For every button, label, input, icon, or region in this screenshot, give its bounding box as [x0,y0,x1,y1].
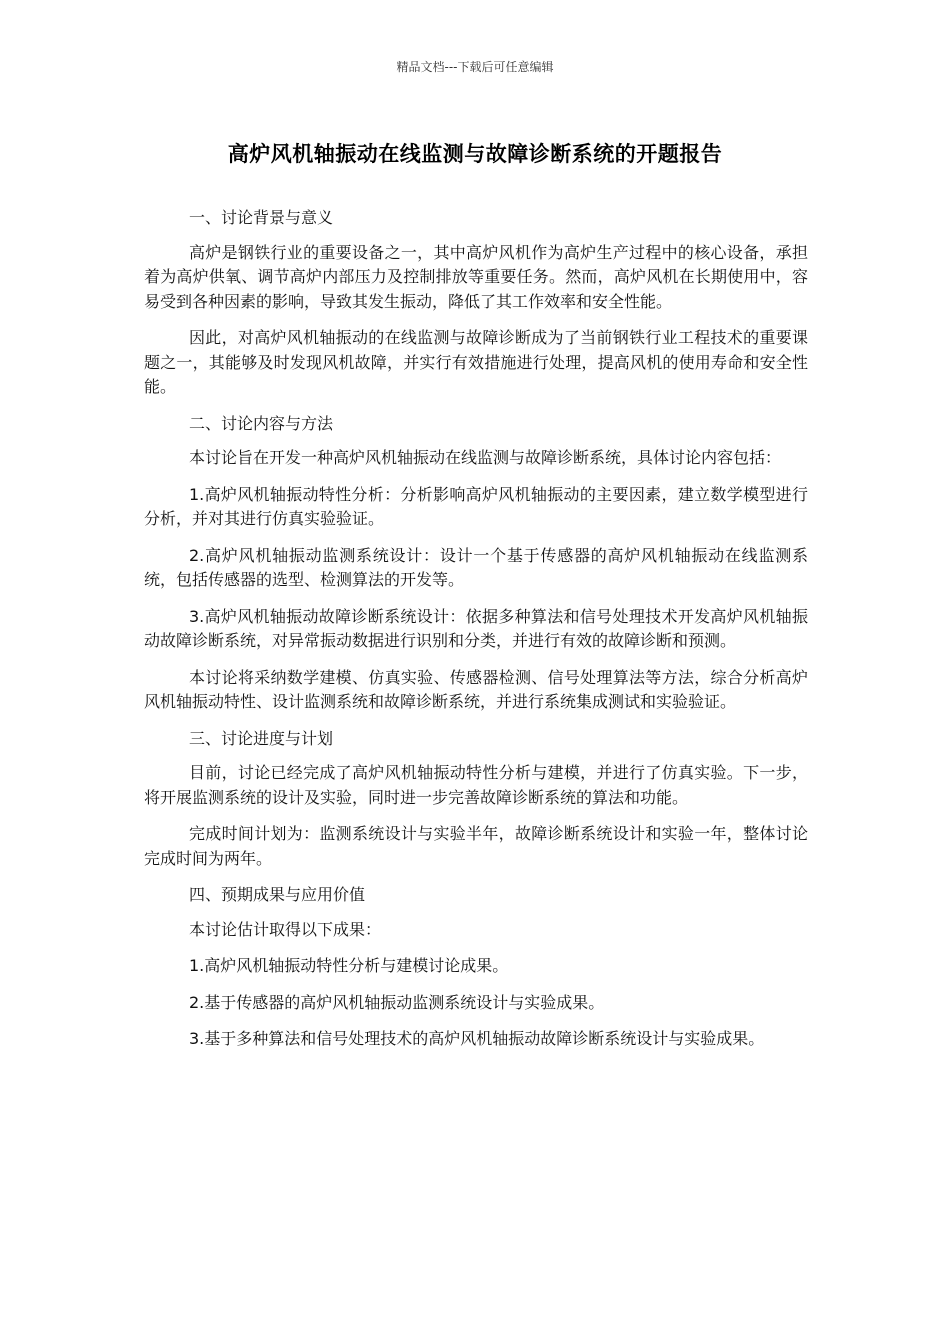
document-title: 高炉风机轴振动在线监测与故障诊断系统的开题报告 [227,142,723,166]
paragraph: 完成时间计划为：监测系统设计与实验半年，故障诊断系统设计和实验一年，整体讨论完成时间为两年。 [144,824,808,868]
list-item: 2.基于传感器的高炉风机轴振动监测系统设计与实验成果。 [189,992,605,1012]
section-heading-progress: 三、讨论进度与计划 [189,728,334,748]
paragraph: 本讨论旨在开发一种高炉风机轴振动在线监测与故障诊断系统，具体讨论内容包括： [189,448,782,467]
paragraph: 目前，讨论已经完成了高炉风机轴振动特性分析与建模，并进行了仿真实验。下一步，将开展监测系统的设计及实验，同时进一步完善故障诊断系统的算法和功能。 [144,763,808,807]
page-header: 精品文档---下载后可任意编辑 [396,60,554,74]
paragraph: 高炉是钢铁行业的重要设备之一，其中高炉风机作为高炉生产过程中的核心设备，承担着为高炉供氧、调节高炉内部压力及控制排放等重要任务。然而，高炉风机在长期使用中，容易受到各种因素的影响，导致其发生振动，降低了其工作效率和安全性能。 [144,242,808,311]
paragraph: 本讨论将采纳数学建模、仿真实验、传感器检测、信号处理算法等方法，综合分析高炉风机轴振动特性、设计监测系统和故障诊断系统，并进行系统集成测试和实验验证。 [144,667,808,711]
section-heading-content-method: 二、讨论内容与方法 [189,413,334,433]
paragraph: 本讨论估计取得以下成果： [189,919,382,939]
document-body [144,206,808,1064]
section-heading-outcomes: 四、预期成果与应用价值 [189,885,366,904]
list-item: 3.基于多种算法和信号处理技术的高炉风机轴振动故障诊断系统设计与实验成果。 [189,1029,765,1048]
list-item: 1.高炉风机轴振动特性分析与建模讨论成果。 [189,956,509,975]
list-item: 2.高炉风机轴振动监测系统设计：设计一个基于传感器的高炉风机轴振动在线监测系统，包括传感器的选型、检测算法的开发等。 [144,545,808,589]
list-item: 3.高炉风机轴振动故障诊断系统设计：依据多种算法和信号处理技术开发高炉风机轴振动故障诊断系统，对异常振动数据进行识别和分类，并进行有效的故障诊断和预测。 [144,606,808,650]
list-item: 1.高炉风机轴振动特性分析：分析影响高炉风机轴振动的主要因素，建立数学模型进行分析，并对其进行仿真实验验证。 [144,484,808,528]
paragraph: 因此，对高炉风机轴振动的在线监测与故障诊断成为了当前钢铁行业工程技术的重要课题之一，其能够及时发现风机故障，并实行有效措施进行处理，提高风机的使用寿命和安全性能。 [144,328,808,396]
section-heading-background: 一、讨论背景与意义 [189,208,334,227]
